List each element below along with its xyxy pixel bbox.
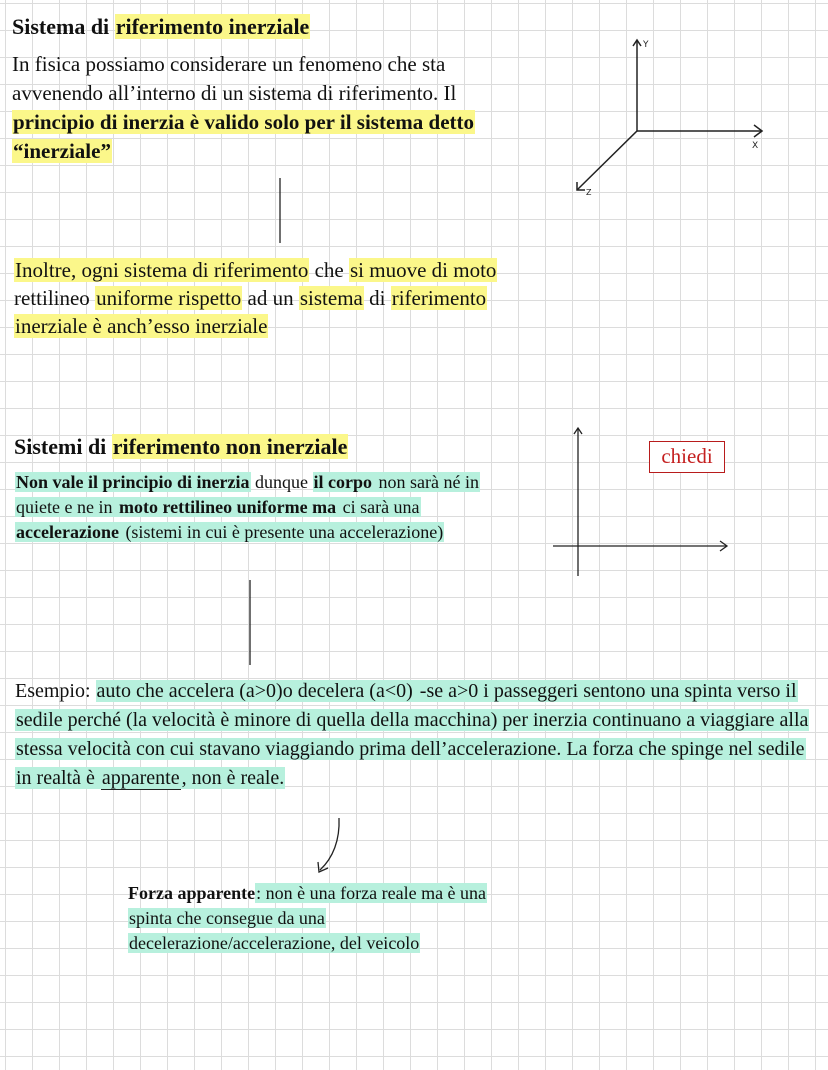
text-highlight: si muove di moto [350,258,497,282]
text-highlight: Inoltre, ogni sistema di riferimento [15,258,309,282]
x-axis-label: X [752,141,759,151]
curved-arrow [320,818,339,870]
text-run: che [309,258,349,282]
text-run: rettilineo [14,286,96,310]
text-run: ad un [242,286,299,310]
text-highlight: inerziale è anch’esso inerziale [15,314,268,338]
paragraph-definition [128,881,508,956]
axes-diagram-3d [577,40,762,190]
text-run: In fisica possiamo considerare un fenomeno che sta avvenendo all’interno di un sistema di riferimento. Il [12,52,457,105]
text-highlight-bold: Non vale il principio di inerzia [16,472,250,492]
definition-term: Forza apparente [128,883,256,903]
text-highlight-bold: il corpo [313,472,373,492]
text-highlight-bold: principio di inerzia è valido solo per il sistema detto “inerziale” [13,110,475,163]
text-run: dunque [250,472,313,492]
section-title-non-inertial [14,432,348,462]
text-highlight-bold: accelerazione [16,522,119,542]
title-highlight: riferimento inerziale [115,14,310,39]
text-highlight: , non è reale. [181,767,285,789]
text-run: Esempio: [15,680,96,702]
text-highlight: (sistemi in cui è presente una accelerazione) [120,522,444,542]
text-highlight: uniforme rispetto [96,286,242,310]
title-highlight: riferimento non inerziale [112,434,348,459]
text-highlight: non sarà né in quiete e ne in [16,472,479,517]
note-chiedi: chiedi [649,441,725,473]
paragraph-inertial-extension [14,256,544,340]
title-plain: Sistemi di [14,434,112,459]
title-plain: Sistema di [12,14,115,39]
text-underlined: apparente [101,767,180,789]
text-highlight-bold: moto rettilineo uniforme ma [118,497,337,517]
paragraph-non-inertial [15,470,515,545]
text-highlight: sistema [299,286,363,310]
z-axis-label: Z [586,188,592,197]
y-axis-label: Y [643,40,649,50]
text-highlight: riferimento [391,286,487,310]
z-axis [577,131,637,190]
text-highlight: -se a>0 i passeggeri sentono una spinta verso il sedile perché (la velocità è minore di quella della macchina) per inerzia continuano a viaggiare alla stessa velocità con cui stavano viaggiando prima dell’accelerazione. La forza che spinge nel sedile in realtà è [16,680,809,789]
text-highlight: ci sarà una [338,497,420,517]
text-highlight: auto che accelera (a>0)o decelera (a<0) [96,680,413,702]
paragraph-example [15,677,815,793]
text-run: di [363,286,391,310]
text-highlight: : non è una forza reale ma è una spinta che consegue da una decelerazione/accelerazione, del veicolo [129,883,487,953]
